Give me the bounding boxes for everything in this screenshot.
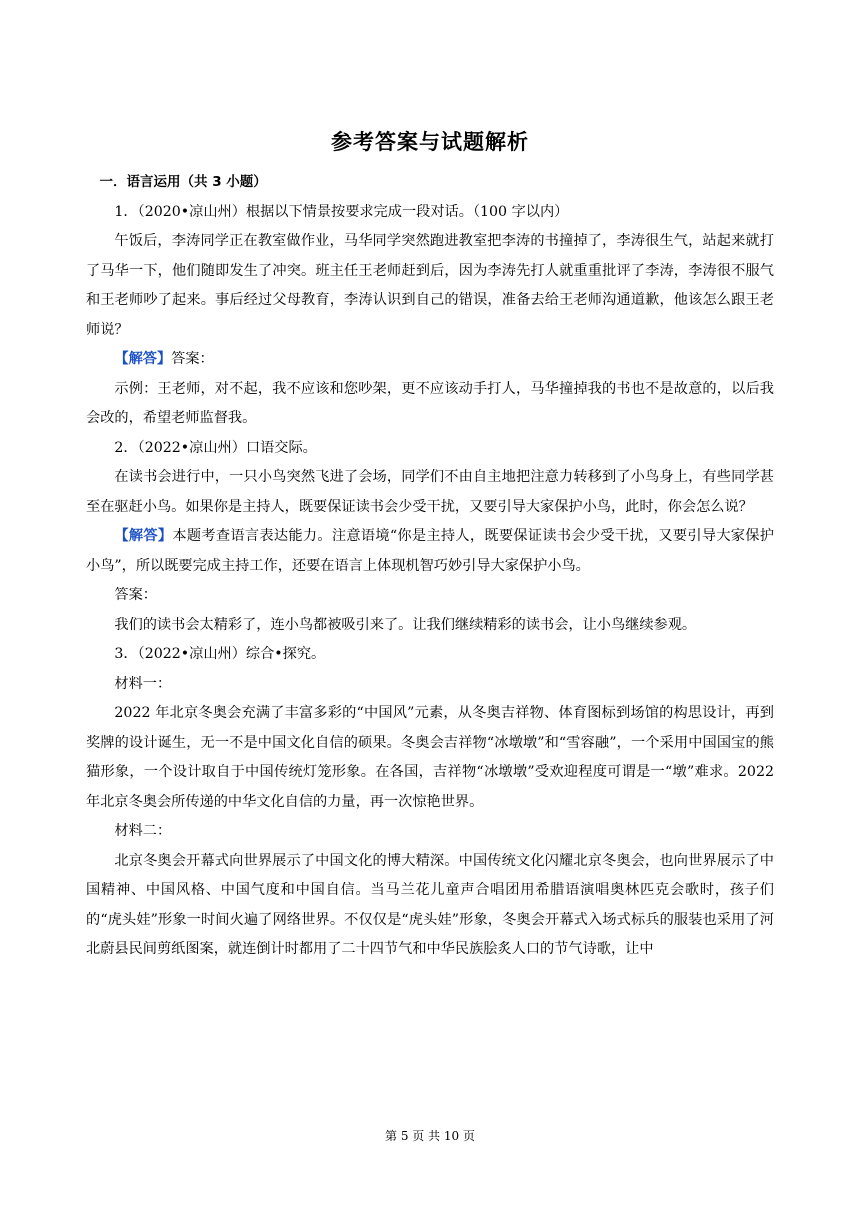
question-1-answer — [86, 345, 774, 375]
question-2-answer-label: 答案： — [114, 587, 157, 603]
answer-tag: 【解答】 — [114, 528, 173, 544]
page-footer: 第 5 页 共 10 页 — [385, 1129, 475, 1143]
question-2-scenario: 在读书会进行中，一只小鸟突然飞进了会场，同学们不由自主地把注意力转移到了小鸟身上，有些同学甚至在驱赶小鸟。如果你是主持人，既要保证读书会少受干扰，又要引导大家保护小鸟，此时，你会怎么说？ — [86, 469, 774, 515]
question-1-example: 示例：王老师，对不起，我不应该和您吵架，更不应该动手打人，马华撞掉我的书也不是故意的，以后我会改的，希望老师监督我。 — [86, 380, 774, 426]
question-2-stem: 2．（2022•凉山州）口语交际。 — [114, 439, 317, 456]
question-1-scenario: 午饭后，李涛同学正在教室做作业，马华同学突然跑进教室把李涛的书撞掉了，李涛很生气，站起来就打了马华一下，他们随即发生了冲突。班主任王老师赶到后，因为李涛先打人就重重批评了李涛，李涛很不服气和王老师吵了起来。事后经过父母教育，李涛认识到自己的错误，准备去给王老师沟通道歉，他该怎么跟王老师说？ — [86, 233, 774, 338]
material-2-text: 北京冬奥会开幕式向世界展示了中国文化的博大精深。中国传统文化闪耀北京冬奥会，也向世界展示了中国精神、中国风格、中国气度和中国自信。当马兰花儿童声合唱团用希腊语演唱奥林匹克会歌时，孩子们的“虎头娃”形象一时间火遍了网络世界。不仅仅是“虎头娃”形象，冬奥会开幕式入场式标兵的服装也采用了河北蔚县民间剪纸图案，就连倒计时都用了二十四节气和中华民族脍炙人口的节气诗歌，让中 — [86, 852, 774, 957]
material-2-label: 材料二： — [114, 823, 172, 839]
answer-tag: 【解答】 — [114, 351, 172, 367]
analysis-text: 本题考查语言表达能力。注意语境“你是主持人，既要保证读书会少受干扰，又要引导大家保护小鸟”，所以既要完成主持工作，还要在语言上体现机智巧妙引导大家保护小鸟。 — [86, 528, 774, 574]
page-title: 参考答案与试题解析 — [331, 130, 529, 154]
question-1-stem: 1．（2020•凉山州）根据以下情景按要求完成一段对话。（100 字以内） — [114, 203, 569, 220]
section-heading: 一．语言运用（共 3 小题） — [99, 174, 267, 190]
material-1-text: 2022 年北京冬奥会充满了丰富多彩的“中国风”元素，从冬奥吉祥物、体育图标到场馆的构思设计，再到奖牌的设计诞生，无一不是中国文化自信的硕果。冬奥会吉祥物“冰墩墩”和“雪容融”，一个采用中国国宝的熊猫形象，一个设计取自于中国传统灯笼形象。在各国，吉祥物“冰墩墩”受欢迎程度可谓是一“墩”难求。2022 年北京冬奥会所传递的中华文化自信的力量，再一次惊艳世界。 — [86, 705, 774, 810]
question-2-analysis — [86, 522, 774, 581]
answer-label: 答案： — [171, 351, 214, 367]
question-3-stem: 3．（2022•凉山州）综合•探究。 — [114, 646, 326, 662]
material-1-label: 材料一： — [114, 675, 172, 692]
question-2-answer: 我们的读书会太精彩了，连小鸟都被吸引来了。让我们继续精彩的读书会，让小鸟继续参观。 — [114, 616, 697, 633]
document-body — [86, 168, 774, 965]
